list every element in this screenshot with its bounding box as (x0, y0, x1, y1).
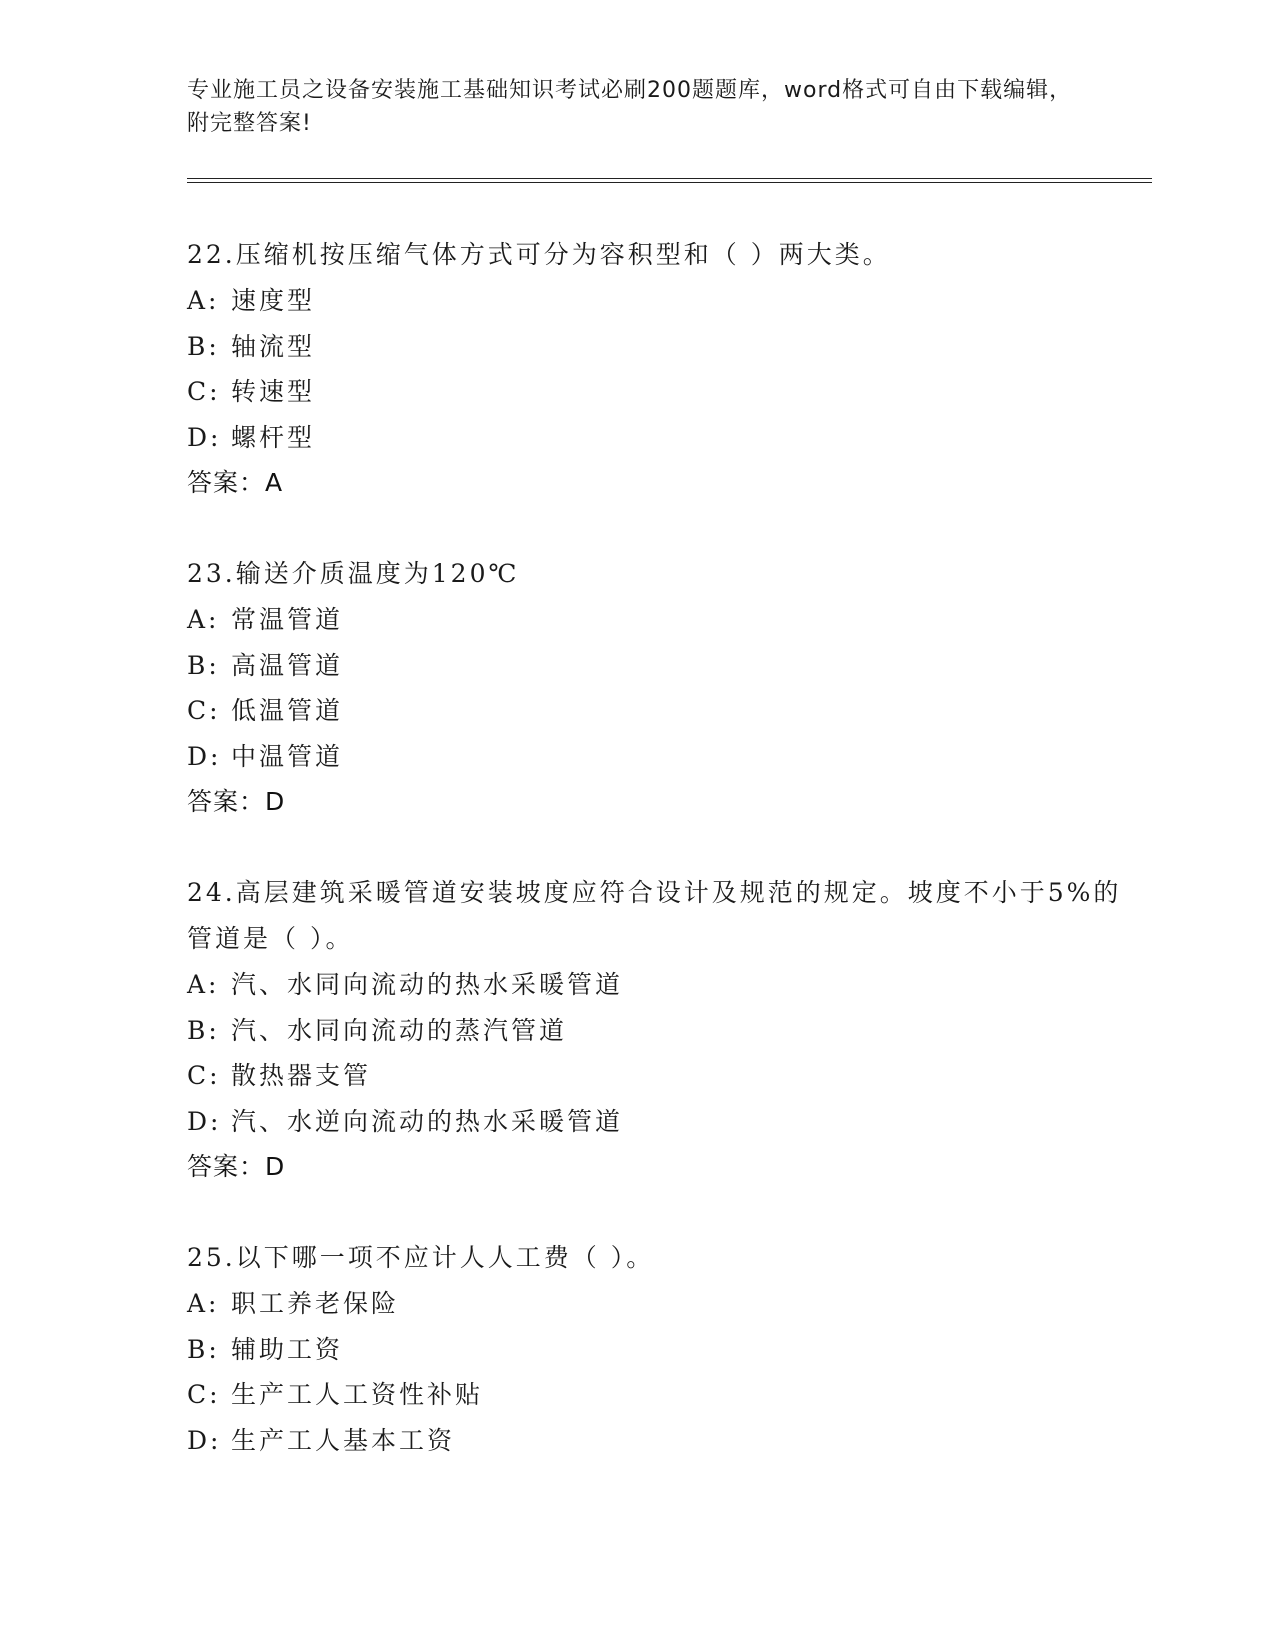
option-d (187, 415, 1147, 461)
option-letter: D: (187, 422, 222, 452)
option-text: 轴流型 (231, 331, 316, 361)
document-header: 专业施工员之设备安装施工基础知识考试必刷200题题库，word格式可自由下载编辑，附完整答案! (187, 78, 1073, 136)
option-text: 汽、水逆向流动的热水采暖管道 (231, 1106, 624, 1136)
answer-line: 答案：A (187, 468, 284, 497)
answer-line: 答案：D (187, 1152, 286, 1181)
option-text: 汽、水同向流动的热水采暖管道 (231, 970, 624, 999)
question-stem: 23.输送介质温度为120℃ (187, 559, 520, 588)
option-letter: B: (187, 650, 220, 680)
option-letter: A: (187, 1289, 220, 1318)
option-a (187, 962, 1147, 1008)
option-d (187, 1099, 1147, 1145)
option-b (187, 643, 1147, 689)
option-a (187, 1281, 1147, 1327)
option-text: 高温管道 (231, 650, 344, 680)
header-divider-bottom (187, 182, 1152, 183)
option-letter: D: (187, 1425, 222, 1455)
option-text: 生产工人工资性补贴 (231, 1380, 484, 1409)
option-letter: B: (187, 331, 220, 361)
option-d (187, 1418, 1147, 1464)
option-text: 汽、水同向流动的蒸汽管道 (231, 1015, 568, 1045)
option-text: 散热器支管 (231, 1061, 372, 1090)
option-letter: A: (187, 605, 220, 634)
question-23 (187, 551, 1147, 825)
option-letter: D: (187, 1106, 222, 1136)
option-text: 中温管道 (231, 741, 344, 771)
header-divider-top (187, 178, 1152, 179)
option-letter: A: (187, 286, 220, 315)
option-letter: A: (187, 970, 220, 999)
option-letter: C: (187, 696, 221, 725)
question-25 (187, 1235, 1147, 1463)
option-text: 螺杆型 (231, 422, 316, 452)
option-b (187, 324, 1147, 370)
option-b (187, 1327, 1147, 1373)
question-stem: 22.压缩机按压缩气体方式可分为容积型和（ ）两大类。 (187, 240, 891, 269)
option-letter: B: (187, 1015, 220, 1045)
option-text: 常温管道 (231, 605, 344, 634)
option-c (187, 369, 1147, 415)
option-text: 生产工人基本工资 (231, 1425, 456, 1455)
option-letter: B: (187, 1334, 220, 1364)
option-c (187, 1053, 1147, 1099)
option-a (187, 278, 1147, 324)
option-text: 低温管道 (231, 696, 344, 725)
option-text: 转速型 (231, 377, 316, 406)
option-letter: C: (187, 1380, 221, 1409)
question-22 (187, 232, 1147, 506)
option-b (187, 1008, 1147, 1054)
option-d (187, 734, 1147, 780)
question-stem: 25.以下哪一项不应计人人工费（ ）。 (187, 1243, 655, 1272)
option-c (187, 688, 1147, 734)
option-letter: C: (187, 377, 221, 406)
option-letter: C: (187, 1061, 221, 1090)
question-stem: 24.高层建筑采暖管道安装坡度应符合设计及规范的规定。坡度不小于5%的管道是（ ）。 (187, 878, 1122, 953)
option-text: 速度型 (231, 286, 316, 315)
question-list (187, 232, 1147, 1508)
option-text: 职工养老保险 (231, 1289, 400, 1318)
question-24 (187, 870, 1147, 1190)
option-text: 辅助工资 (231, 1334, 344, 1364)
answer-line: 答案：D (187, 787, 286, 816)
option-letter: D: (187, 741, 222, 771)
option-a (187, 597, 1147, 643)
option-c (187, 1372, 1147, 1418)
